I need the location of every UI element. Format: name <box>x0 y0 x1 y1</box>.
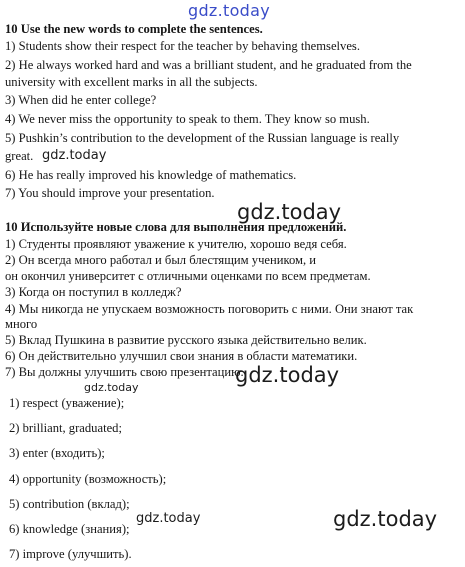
english-line-1: 1) Students show their respect for the teacher by behaving themselves. <box>5 39 360 53</box>
russian-line-8: 6) Он действительно улучшил свои знания в области математики. <box>5 349 358 363</box>
answer-3: 3) enter (входить); <box>9 446 105 460</box>
russian-line-1: 1) Студенты проявляют уважение к учителю, хорошо ведя себя. <box>5 237 347 251</box>
watermark-right: gdz.today <box>235 363 340 387</box>
english-line-6: 5) Pushkin’s contribution to the development of the Russian language is really <box>5 131 400 145</box>
answer-5: 5) contribution (вклад); <box>9 497 130 511</box>
answer-7: 7) improve (улучшить). <box>9 547 132 561</box>
english-line-9: 7) You should improve your presentation. <box>5 186 215 200</box>
russian-heading: 10 Используйте новые слова для выполнения предложений. <box>5 220 347 234</box>
english-heading: 10 Use the new words to complete the sentences. <box>5 22 263 36</box>
english-line-2: 2) He always worked hard and was a brilliant student, and he graduated from the <box>5 58 412 72</box>
russian-line-7: 5) Вклад Пушкина в развитие русского языка действительно велик. <box>5 333 367 347</box>
russian-line-3: он окончил университет с отличными оценками по всем предметам. <box>5 269 371 283</box>
answer-1: 1) respect (уважение); <box>9 396 125 410</box>
watermark-middle: gdz.today <box>237 200 342 224</box>
english-line-7: great. <box>5 149 34 163</box>
russian-line-6: много <box>5 317 38 331</box>
english-line-3: university with excellent marks in all the subjects. <box>5 75 258 89</box>
watermark-small: gdz.today <box>84 381 139 394</box>
watermark-inline-1: gdz.today <box>42 148 107 163</box>
english-line-8: 6) He has really improved his knowledge of mathematics. <box>5 168 297 182</box>
watermark-bottom-left: gdz.today <box>136 511 201 526</box>
answer-6: 6) knowledge (знания); <box>9 522 130 536</box>
english-line-5: 4) We never miss the opportunity to speak to them. They know so mush. <box>5 112 370 126</box>
answer-4: 4) opportunity (возможность); <box>9 472 167 486</box>
watermark-bottom-right: gdz.today <box>333 507 438 531</box>
russian-line-5: 4) Мы никогда не упускаем возможность поговорить с ними. Они знают так <box>5 302 414 316</box>
russian-line-2: 2) Он всегда много работал и был блестящим учеником, и <box>5 253 317 267</box>
russian-line-9: 7) Вы должны улучшить свою презентацию. <box>5 365 244 379</box>
watermark-top: gdz.today <box>188 1 270 20</box>
english-line-4: 3) When did he enter college? <box>5 93 157 107</box>
answer-2: 2) brilliant, graduated; <box>9 421 122 435</box>
russian-line-4: 3) Когда он поступил в колледж? <box>5 285 182 299</box>
